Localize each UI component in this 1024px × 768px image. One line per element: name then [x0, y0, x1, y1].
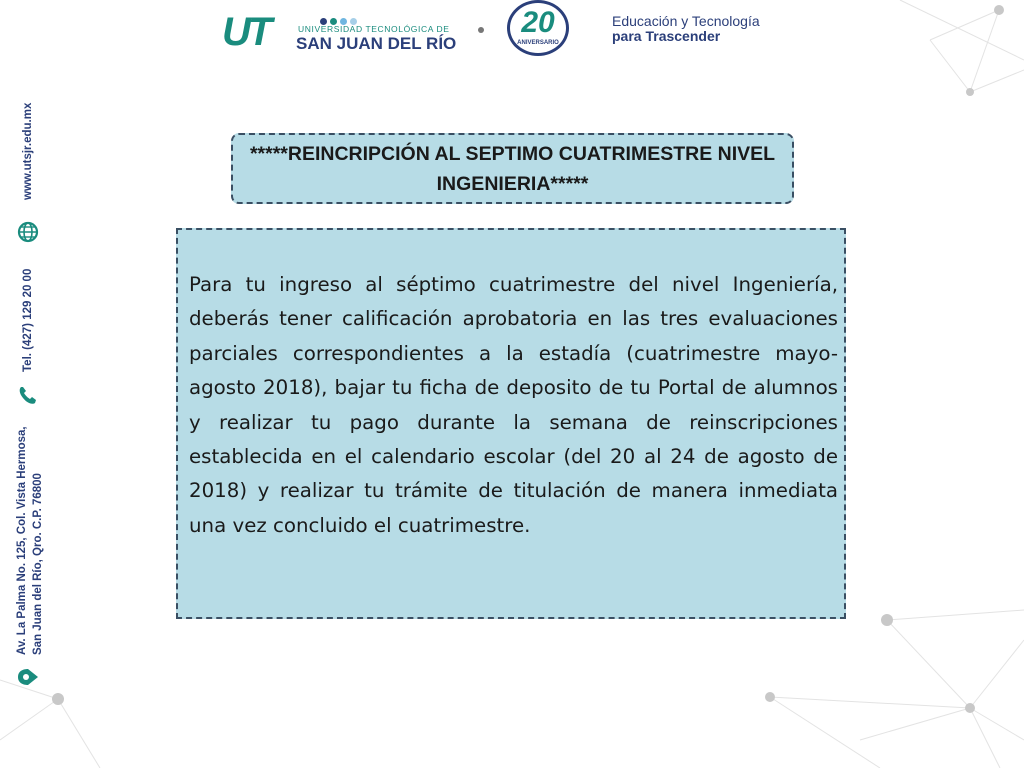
university-name-line1: UNIVERSIDAD TECNOLÓGICA DE [298, 24, 450, 34]
website-text: www.utsjr.edu.mx [22, 102, 34, 200]
slogan-line2: para Trascender [612, 28, 721, 44]
slogan-line1: Educación y Tecnología [612, 13, 760, 29]
anniversary-label: ANIVERSARIO [517, 40, 559, 46]
notice-body-box [176, 228, 846, 619]
university-name-line2: SAN JUAN DEL RÍO [296, 34, 457, 53]
address-line1: Av. La Palma No. 125, Col. Vista Hermosa, [16, 426, 28, 655]
location-pin-icon [16, 666, 40, 688]
anniversary-seal [503, 0, 577, 58]
separator-dot [478, 27, 484, 33]
notice-body-text: Para tu ingreso al séptimo cuatrimestre del nivel Ingeniería, deberás tener calificación aprobatoria en las tres evaluaciones parciales correspondientes a la estadía (cuatrimestre mayo-agosto 2018), bajar tu ficha de deposito de tu Portal de alumnos y realizar tu pago durante la semana de reinscripciones establecida en el calendario escolar (del 20 al 24 de agosto de 2018) y realizar tu trámite de titulación de manera inmediata una vez concluido el cuatrimestre. [189, 273, 838, 537]
globe-icon [17, 221, 39, 243]
notice-title: *****REINCRIPCIÓN AL SEPTIMO CUATRIMESTRE NIVEL INGENIERIA***** [249, 142, 776, 195]
phone-text: Tel. (427) 129 20 00 [22, 268, 34, 372]
header [0, 0, 1024, 70]
address-line2: San Juan del Río, Qro. C.P. 76800 [32, 473, 44, 655]
anniversary-number: 20 [521, 6, 555, 39]
phone-icon [17, 384, 39, 406]
ut-logo [222, 10, 462, 54]
notice-title-box [231, 133, 794, 204]
ut-mark: UT [222, 10, 270, 54]
